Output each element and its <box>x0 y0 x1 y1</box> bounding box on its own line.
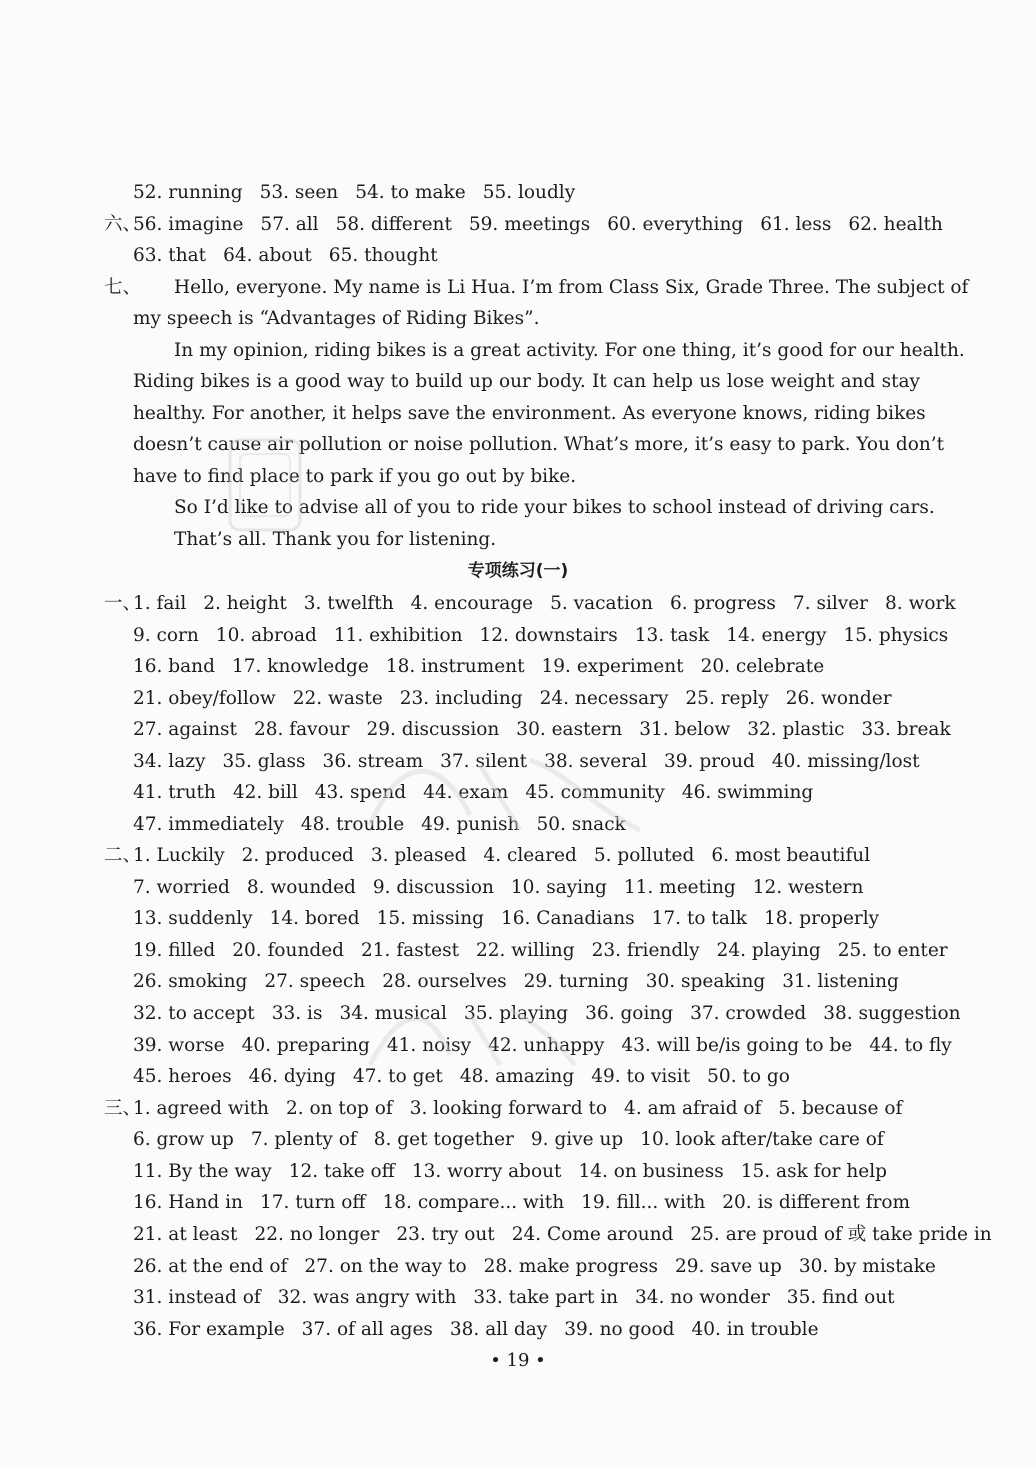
answer-item: 6. most beautiful <box>711 845 871 866</box>
section-marker: 一、 <box>104 593 142 614</box>
answer-item: 31. below <box>639 719 731 740</box>
answer-item: 10. saying <box>510 877 607 898</box>
answer-item: 17. turn off <box>259 1192 366 1213</box>
answer-item: 50. snack <box>536 814 626 835</box>
answer-item: 48. trouble <box>300 814 405 835</box>
answer-item: 16. Hand in <box>133 1192 243 1213</box>
answer-item: 19. experiment <box>541 656 684 677</box>
answer-item: 35. glass <box>222 751 306 772</box>
answer-item: 21. fastest <box>361 940 459 961</box>
answer-item: 11. By the way <box>133 1161 272 1182</box>
answer-line <box>0 177 1036 208</box>
answer-item: 39. proud <box>664 751 755 772</box>
answer-item: 1. Luckily <box>133 845 225 866</box>
answer-item: 3. pleased <box>370 845 467 866</box>
answer-item: 5. polluted <box>593 845 695 866</box>
answer-item: 13. task <box>634 625 710 646</box>
answer-item: 15. missing <box>376 908 484 929</box>
answer-item: 38. several <box>544 751 648 772</box>
essay-line: healthy. For another, it helps save the environment. As everyone knows, riding bikes <box>133 403 926 424</box>
answer-item: 31. listening <box>782 971 899 992</box>
answer-item: 23. try out <box>396 1224 495 1245</box>
answer-item: 30. eastern <box>516 719 623 740</box>
answer-item: 36. For example <box>133 1319 285 1340</box>
answer-item: 14. bored <box>269 908 360 929</box>
answer-row <box>133 1093 902 1124</box>
answer-item: 40. in trouble <box>691 1319 819 1340</box>
answer-item: 8. get together <box>373 1129 514 1150</box>
answer-item: 43. spend <box>314 782 407 803</box>
essay-line: So I’d like to advise all of you to ride your bikes to school instead of driving cars. <box>174 497 935 518</box>
answer-item: 42. bill <box>232 782 298 803</box>
answer-item: 39. no good <box>564 1319 675 1340</box>
answer-item: 56. imagine <box>133 214 244 235</box>
answer-item: 35. playing <box>463 1003 569 1024</box>
answer-item: 47. to get <box>352 1066 443 1087</box>
answer-item: 19. filled <box>133 940 216 961</box>
answer-item: 37. crowded <box>690 1003 807 1024</box>
answer-item: 30. speaking <box>645 971 766 992</box>
answer-item: 24. playing <box>716 940 821 961</box>
answer-row <box>133 651 824 682</box>
essay-line: Hello, everyone. My name is Li Hua. I’m from Class Six, Grade Three. The subject of <box>174 277 969 298</box>
answer-item: 22. no longer <box>254 1224 380 1245</box>
answer-item: 25. to enter <box>837 940 948 961</box>
answer-item: 2. produced <box>241 845 354 866</box>
answer-item: 17. knowledge <box>231 656 369 677</box>
answer-row <box>133 777 813 808</box>
answer-item: 26. wonder <box>785 688 892 709</box>
answer-row <box>133 588 956 619</box>
answer-item: 27. against <box>133 719 237 740</box>
essay-line: doesn’t cause air pollution or noise pollution. What’s more, it’s easy to park. You don’t <box>133 434 945 455</box>
section-marker: 二、 <box>104 845 142 866</box>
answer-item: 14. on business <box>578 1161 724 1182</box>
answer-item: 32. to accept <box>133 1003 255 1024</box>
essay-line: In my opinion, riding bikes is a great activity. For one thing, it’s good for our health. <box>174 340 965 361</box>
answer-item: 9. give up <box>530 1129 624 1150</box>
answer-row <box>133 1124 884 1155</box>
answer-item: 18. properly <box>764 908 880 929</box>
answer-row <box>133 935 948 966</box>
answer-item: 30. by mistake <box>798 1256 936 1277</box>
answer-item: 27. speech <box>264 971 366 992</box>
answer-item: 52. running <box>133 182 243 203</box>
answer-item: 6. progress <box>669 593 776 614</box>
answer-item: 36. stream <box>322 751 424 772</box>
answer-row <box>133 209 943 240</box>
answer-row <box>133 1061 790 1092</box>
answer-item: 10. look after/take care of <box>640 1129 884 1150</box>
answer-item: 47. immediately <box>133 814 284 835</box>
answer-row <box>133 872 863 903</box>
answer-item: 46. dying <box>248 1066 336 1087</box>
answer-row <box>133 1282 895 1313</box>
answer-item: 33. is <box>271 1003 323 1024</box>
answer-item: 7. worried <box>133 877 230 898</box>
answer-item: 14. energy <box>726 625 827 646</box>
answer-line <box>0 209 1036 240</box>
answer-item: 24. necessary <box>539 688 669 709</box>
answer-item: 12. western <box>752 877 864 898</box>
answer-item: 8. wounded <box>246 877 356 898</box>
answer-item: 5. because of <box>778 1098 903 1119</box>
answer-item: 2. on top of <box>285 1098 393 1119</box>
answer-row <box>133 1156 887 1187</box>
answer-item: 11. exhibition <box>333 625 463 646</box>
answer-item: 48. amazing <box>459 1066 575 1087</box>
answer-item: 20. founded <box>232 940 345 961</box>
answer-item: 40. missing/lost <box>771 751 920 772</box>
answer-item: 29. discussion <box>366 719 500 740</box>
answer-item: 35. find out <box>786 1287 895 1308</box>
answer-item: 13. suddenly <box>133 908 253 929</box>
answer-item: 16. Canadians <box>501 908 635 929</box>
answer-row <box>133 903 879 934</box>
answer-item: 23. friendly <box>591 940 700 961</box>
answer-item: 22. willing <box>476 940 575 961</box>
answer-item: 4. encourage <box>410 593 534 614</box>
answer-item: 65. thought <box>328 245 438 266</box>
answer-item: 10. abroad <box>215 625 317 646</box>
answer-item: 21. at least <box>133 1224 238 1245</box>
answer-item: 45. heroes <box>133 1066 232 1087</box>
answer-row <box>133 998 961 1029</box>
answer-item: 43. will be/is going to be <box>621 1035 853 1056</box>
essay-line: That’s all. Thank you for listening. <box>174 529 497 550</box>
answer-item: 32. plastic <box>747 719 845 740</box>
answer-item: 7. plenty of <box>250 1129 357 1150</box>
answer-item: 20. celebrate <box>700 656 825 677</box>
answer-item: 3. twelfth <box>303 593 394 614</box>
answer-item: 59. meetings <box>468 214 591 235</box>
answer-item: 22. waste <box>292 688 383 709</box>
answer-row <box>133 683 892 714</box>
answer-item: 50. to go <box>707 1066 790 1087</box>
answer-item: 37. silent <box>440 751 528 772</box>
essay-line: have to find place to park if you go out by bike. <box>133 466 577 487</box>
answer-item: 4. cleared <box>483 845 577 866</box>
answer-row <box>133 966 899 997</box>
answer-item: 8. work <box>885 593 956 614</box>
answer-item: 15. ask for help <box>740 1161 887 1182</box>
answer-item: 46. swimming <box>681 782 814 803</box>
answer-item: 37. of all ages <box>301 1319 433 1340</box>
answer-item: 55. loudly <box>482 182 576 203</box>
answer-item: 18. instrument <box>385 656 525 677</box>
answer-item: 57. all <box>260 214 319 235</box>
answer-item: 29. save up <box>674 1256 782 1277</box>
answer-item: 12. take off <box>288 1161 395 1182</box>
answer-item: 12. downstairs <box>479 625 618 646</box>
answer-item: 41. truth <box>133 782 216 803</box>
answer-item: 29. turning <box>523 971 629 992</box>
page-number: • 19 • <box>490 1350 546 1371</box>
answer-item: 39. worse <box>133 1035 225 1056</box>
answer-item: 1. agreed with <box>133 1098 269 1119</box>
answer-item: 41. noisy <box>386 1035 472 1056</box>
answer-item: 54. to make <box>355 182 466 203</box>
answer-item: 23. including <box>399 688 523 709</box>
answer-item: 2. height <box>203 593 287 614</box>
answer-item: 58. different <box>335 214 452 235</box>
answer-line <box>0 240 1036 271</box>
answer-item: 40. preparing <box>241 1035 370 1056</box>
answer-item: 38. all day <box>449 1319 548 1340</box>
answer-item: 26. at the end of <box>133 1256 288 1277</box>
essay-line: Riding bikes is a good way to build up our body. It can help us lose weight and stay <box>133 371 920 392</box>
answer-item: 62. health <box>848 214 943 235</box>
answer-item: 24. Come around <box>511 1224 674 1245</box>
answer-row <box>133 840 870 871</box>
answer-item: 34. musical <box>339 1003 447 1024</box>
answer-item: 26. smoking <box>133 971 248 992</box>
answer-row <box>133 1187 910 1218</box>
answer-item: 60. everything <box>607 214 744 235</box>
answer-item: 20. is different from <box>722 1192 911 1213</box>
answer-item: 18. compare... with <box>382 1192 565 1213</box>
answer-item: 7. silver <box>792 593 869 614</box>
answer-item: 4. am afraid of <box>624 1098 762 1119</box>
answer-row <box>133 1251 936 1282</box>
answer-row <box>133 809 626 840</box>
answer-item: 21. obey/follow <box>133 688 276 709</box>
answer-item: 49. punish <box>421 814 520 835</box>
answer-item: 38. suggestion <box>823 1003 961 1024</box>
answer-item: 25. are proud of 或 take pride in <box>690 1224 992 1245</box>
answer-item: 5. vacation <box>550 593 653 614</box>
answer-item: 34. no wonder <box>635 1287 770 1308</box>
answer-item: 31. instead of <box>133 1287 261 1308</box>
section-title: 专项练习(一) <box>467 561 569 581</box>
answer-item: 13. worry about <box>411 1161 562 1182</box>
answer-row <box>133 620 948 651</box>
answer-item: 16. band <box>133 656 215 677</box>
answer-item: 1. fail <box>133 593 187 614</box>
answer-item: 33. take part in <box>473 1287 619 1308</box>
answer-item: 15. physics <box>843 625 949 646</box>
answer-item: 17. to talk <box>651 908 747 929</box>
answer-item: 28. ourselves <box>382 971 507 992</box>
section-marker: 三、 <box>104 1098 142 1119</box>
answer-row <box>133 1314 819 1345</box>
answer-item: 63. that <box>133 245 207 266</box>
answer-item: 19. fill... with <box>581 1192 706 1213</box>
answer-item: 44. exam <box>423 782 509 803</box>
answer-item: 44. to fly <box>869 1035 952 1056</box>
answer-item: 9. discussion <box>372 877 494 898</box>
answer-item: 9. corn <box>133 625 199 646</box>
answer-item: 27. on the way to <box>304 1256 467 1277</box>
answer-row <box>133 240 438 271</box>
answer-item: 32. was angry with <box>277 1287 457 1308</box>
answer-item: 49. to visit <box>591 1066 691 1087</box>
answer-row <box>133 714 951 745</box>
section-marker: 六、 <box>104 214 142 235</box>
answer-item: 25. reply <box>685 688 769 709</box>
answer-row <box>133 177 575 208</box>
answer-item: 34. lazy <box>133 751 206 772</box>
answer-item: 64. about <box>223 245 312 266</box>
answer-item: 28. make progress <box>483 1256 658 1277</box>
answer-item: 53. seen <box>259 182 339 203</box>
essay-line: my speech is “Advantages of Riding Bikes”. <box>133 308 540 329</box>
section-marker: 七、 <box>104 277 142 298</box>
answer-item: 36. going <box>585 1003 674 1024</box>
answer-item: 42. unhappy <box>488 1035 605 1056</box>
answer-row <box>133 1030 952 1061</box>
answer-row <box>133 1219 992 1250</box>
answer-item: 3. looking forward to <box>409 1098 608 1119</box>
answer-item: 33. break <box>861 719 951 740</box>
answer-item: 45. community <box>525 782 665 803</box>
answer-item: 11. meeting <box>623 877 736 898</box>
answer-row <box>133 746 920 777</box>
answer-item: 61. less <box>760 214 832 235</box>
answer-item: 28. favour <box>253 719 350 740</box>
answer-item: 6. grow up <box>133 1129 234 1150</box>
